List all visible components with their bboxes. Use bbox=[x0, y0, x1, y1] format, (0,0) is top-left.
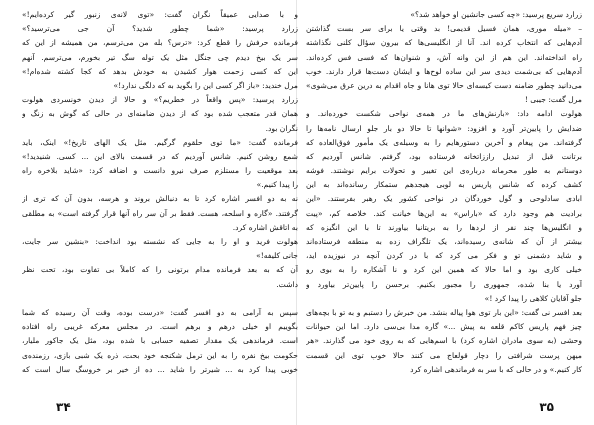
text-line: فرمانده حرفش را قطع کرد: «ترس؟ بله من می‌ترسم، من همیشه از این که bbox=[22, 38, 298, 48]
text-line: دوستانم به طور محرمانه درباره‌ی این تغییر و تحولات برایم نوشتند. فوشه bbox=[306, 166, 582, 176]
text-line: خیلی کاری بود و اما حالا که همین این کرد و نا آشکاره را به بوی رو bbox=[306, 265, 582, 275]
text-line: نگران بود. bbox=[265, 123, 298, 133]
text-line: مرل گفت: جیبی ! bbox=[524, 95, 582, 105]
text-line: مرل خندید: «باز اگر کسی این را بگوید به که دلگی ندارد!» bbox=[113, 80, 298, 90]
right-page bbox=[306, 8, 582, 418]
text-line: ضدایش را پایین‌تر آورد و افزود: «شوانها تا حالا دو بار جلو ارسال نامه‌ها را bbox=[306, 123, 582, 133]
text-line: جلو آقایان کلاهی را پیدا کرد !» bbox=[484, 293, 582, 303]
text-line: جانی کلیفه!» bbox=[256, 251, 298, 261]
text-line: کار کنیم.» و در حالی که با سر به فرماندهی اشاره کرد bbox=[410, 364, 582, 374]
text-line: آن که به بعد فرمانده مدام برتونی را که کاملاً بی تفاوت بود، تحت نظر bbox=[22, 265, 298, 275]
text-line: برتانت قبل از تبدیل‌ راززاتخانه فرستاده بود، گرفتم. شانس آوردیم که bbox=[306, 151, 582, 161]
left-page-text bbox=[22, 8, 298, 377]
text-line: آدم‌هایی که انتخاب کرده اند. آنا از انگلیسی‌ها که بیرون سؤال کلنی نگذاشته bbox=[306, 38, 582, 48]
text-line: و شاید دشمنی تو و فکر می‌ کرد که با در کردن آنچه در نیوزیده‌ اید، bbox=[306, 251, 582, 261]
text-line: راه انداخته‌اند. این هم از این وانه آش، و شنوان‌ها که فسی فس کرده‌اند. bbox=[306, 52, 582, 62]
text-line: آدم‌هایی که بی‌شمت دیدی سر این ساده لوح‌ها و ایشان دست‌ها قرار دارند. خوب bbox=[306, 66, 582, 76]
page-number: ۳۴ bbox=[56, 400, 71, 414]
text-line: را پیدا کنیم.» bbox=[256, 180, 298, 190]
text-line: به اتاقش اشاره کرد. bbox=[232, 222, 298, 232]
text-line: حکومت بیخ نفره را به این ترمل شکنجه خود بحت، ذره یک شبی بازی، رزمنده‌ی bbox=[22, 350, 298, 360]
text-line: زرارد سریع پرسید: «چه کسی جانشین او خواهد شد؟» bbox=[410, 10, 582, 19]
text-line: همان قدر متعجب شده بود که از دیدن ضامنه‌ای در حالی که گوش به زنگ و bbox=[22, 109, 298, 119]
text-line: گرفته‌اند. من پیغام و آخرین دستورهایم را به وسیله‌ی یک مأمور فوق‌العاده که bbox=[306, 137, 582, 147]
text-line: میهن پرست شرافتی را دچار قولعاج می کنند حالا خوب توی این قسمت bbox=[306, 350, 582, 360]
text-line: بیشتر از آن که شانه‌ی رسیده‌اند، یک تلگراف زده به منطقه فرستاده‌اند bbox=[306, 237, 582, 246]
text-line: آورد یا بنا شده، جمهوری را مجبور بکنیم. برحسن را پایین‌تر بیاورد و bbox=[306, 279, 582, 289]
text-line: کشف کرده که شانس پاریس به لوبی هیجدهم ستمکار رسانده‌اند به این bbox=[306, 180, 582, 190]
text-line: زرارد پرسید: «شما چطور شدید؟ آن جی می‌ترسید؟» bbox=[22, 24, 298, 34]
left-page bbox=[22, 8, 298, 418]
text-line: گرفتند. «گاره و اسلحه، هست. فقط بر آن سر راه آنها قرار گرفته است» به مطلقی bbox=[22, 208, 298, 218]
text-line: هولوت ادامه داد: «بارنش‌های ما در همه‌ی نواحی شکست خورده‌اند. و bbox=[306, 109, 582, 119]
text-line: این که کسی زحمت هوار کشیدن به خودش بدهد که کجا کشته شده‌ام!» bbox=[22, 66, 298, 76]
text-line: – «میله موری، همان فسیل قدیمی! بد وقتی یا برای سر بست گذاشتن bbox=[306, 24, 582, 34]
text-line: بعد افسر نی گفت: «این بار توی هوا پیاله بنشد. من خبرش را دستبم و به تو با بچه‌های bbox=[306, 307, 582, 317]
text-line: و با صدایی عمیقاً نگران گفت: «توی لانه‌ی زنبور گیر کرده‌ایم!» bbox=[22, 10, 298, 19]
right-page-text bbox=[306, 8, 582, 377]
text-line: سر یک بیخ دیدم چی جنگل مثل یک توله سگ تیر بخورم، می‌ترسم. آنهم bbox=[22, 52, 298, 62]
text-line: برادیت هم وجود دارد که «باراس» به این‌ها خیانت کند. خلاصه کم، «پیت bbox=[306, 208, 582, 218]
text-line: می‌دانید چطور ضامنه دست کیسه‌ای حالا توی هانا و جاه اقدام‌ به درین عرق‌ می‌شوی» bbox=[306, 80, 582, 90]
text-line: است. فرماندهی یک مقدار تصفیه حسابی با شده بود، مثل یک جاکور ملیار، bbox=[22, 336, 298, 346]
text-line: فرمانده گفت: «ما توی حلقوم گرگیم. مثل یک الهای تاریخ!» اینک، باید bbox=[22, 137, 298, 147]
text-line: وحشی (به سوی مادران اشاره کرد) با اسم‌هایی که به روی خود می گذارند. «هر bbox=[306, 336, 582, 346]
text-line: خوبی پیدا کرد به ... شیرتر را شاید ... ده از خیر بر خروسگ سال است که bbox=[22, 364, 298, 374]
text-line: ابادی سادلوحی و گول خوردگان در نواحی کشور یک رهبر بفرستند. «این bbox=[306, 194, 582, 204]
text-line: سپس به آرامی به دو افسر گفت: «درست بوده، وقت آن رسیده که شما bbox=[22, 307, 298, 317]
text-line: بعد موقعیت را مستلزم صرف نیرو دانست و اضافه کرد: «شاید بلاخره راه bbox=[22, 166, 298, 176]
text-line: نه به دو افسر اشاره کرد تا به دنبالش بروند و هرسه، بدون آن که تری از bbox=[22, 194, 298, 204]
blank-line bbox=[22, 292, 298, 306]
text-line: بگوییم او خیلی درهم و برهم است. در مجلس معرکه غریبی راه افتاده bbox=[22, 322, 298, 332]
page-number: ۳۵ bbox=[539, 400, 554, 414]
text-line: و انگلیس‌ها چند نفر از لردها را به بریتانیا بیاورند تا با این انگیزه که bbox=[306, 222, 582, 232]
text-line: شمع روشن کنیم. شانس آوردیم که در قسمت بالای این ... کسی. شنیدید!» bbox=[22, 151, 298, 161]
text-line: هولوت فرید و او را به جایی که نشسته بود انداخت: «بنشین سر جایت، bbox=[22, 237, 298, 246]
text-line: داشت. bbox=[276, 279, 298, 289]
text-line: چیز فهم پاریس کاکم قلعه به پیش ...» گاره مدا بی‌سی دارد. اما این حیوانات bbox=[306, 322, 582, 332]
text-line: زرارد پرسید: «پس واقعاً در خطریم؟» و حالا از دیدن خونسردی هولوت bbox=[22, 95, 298, 105]
